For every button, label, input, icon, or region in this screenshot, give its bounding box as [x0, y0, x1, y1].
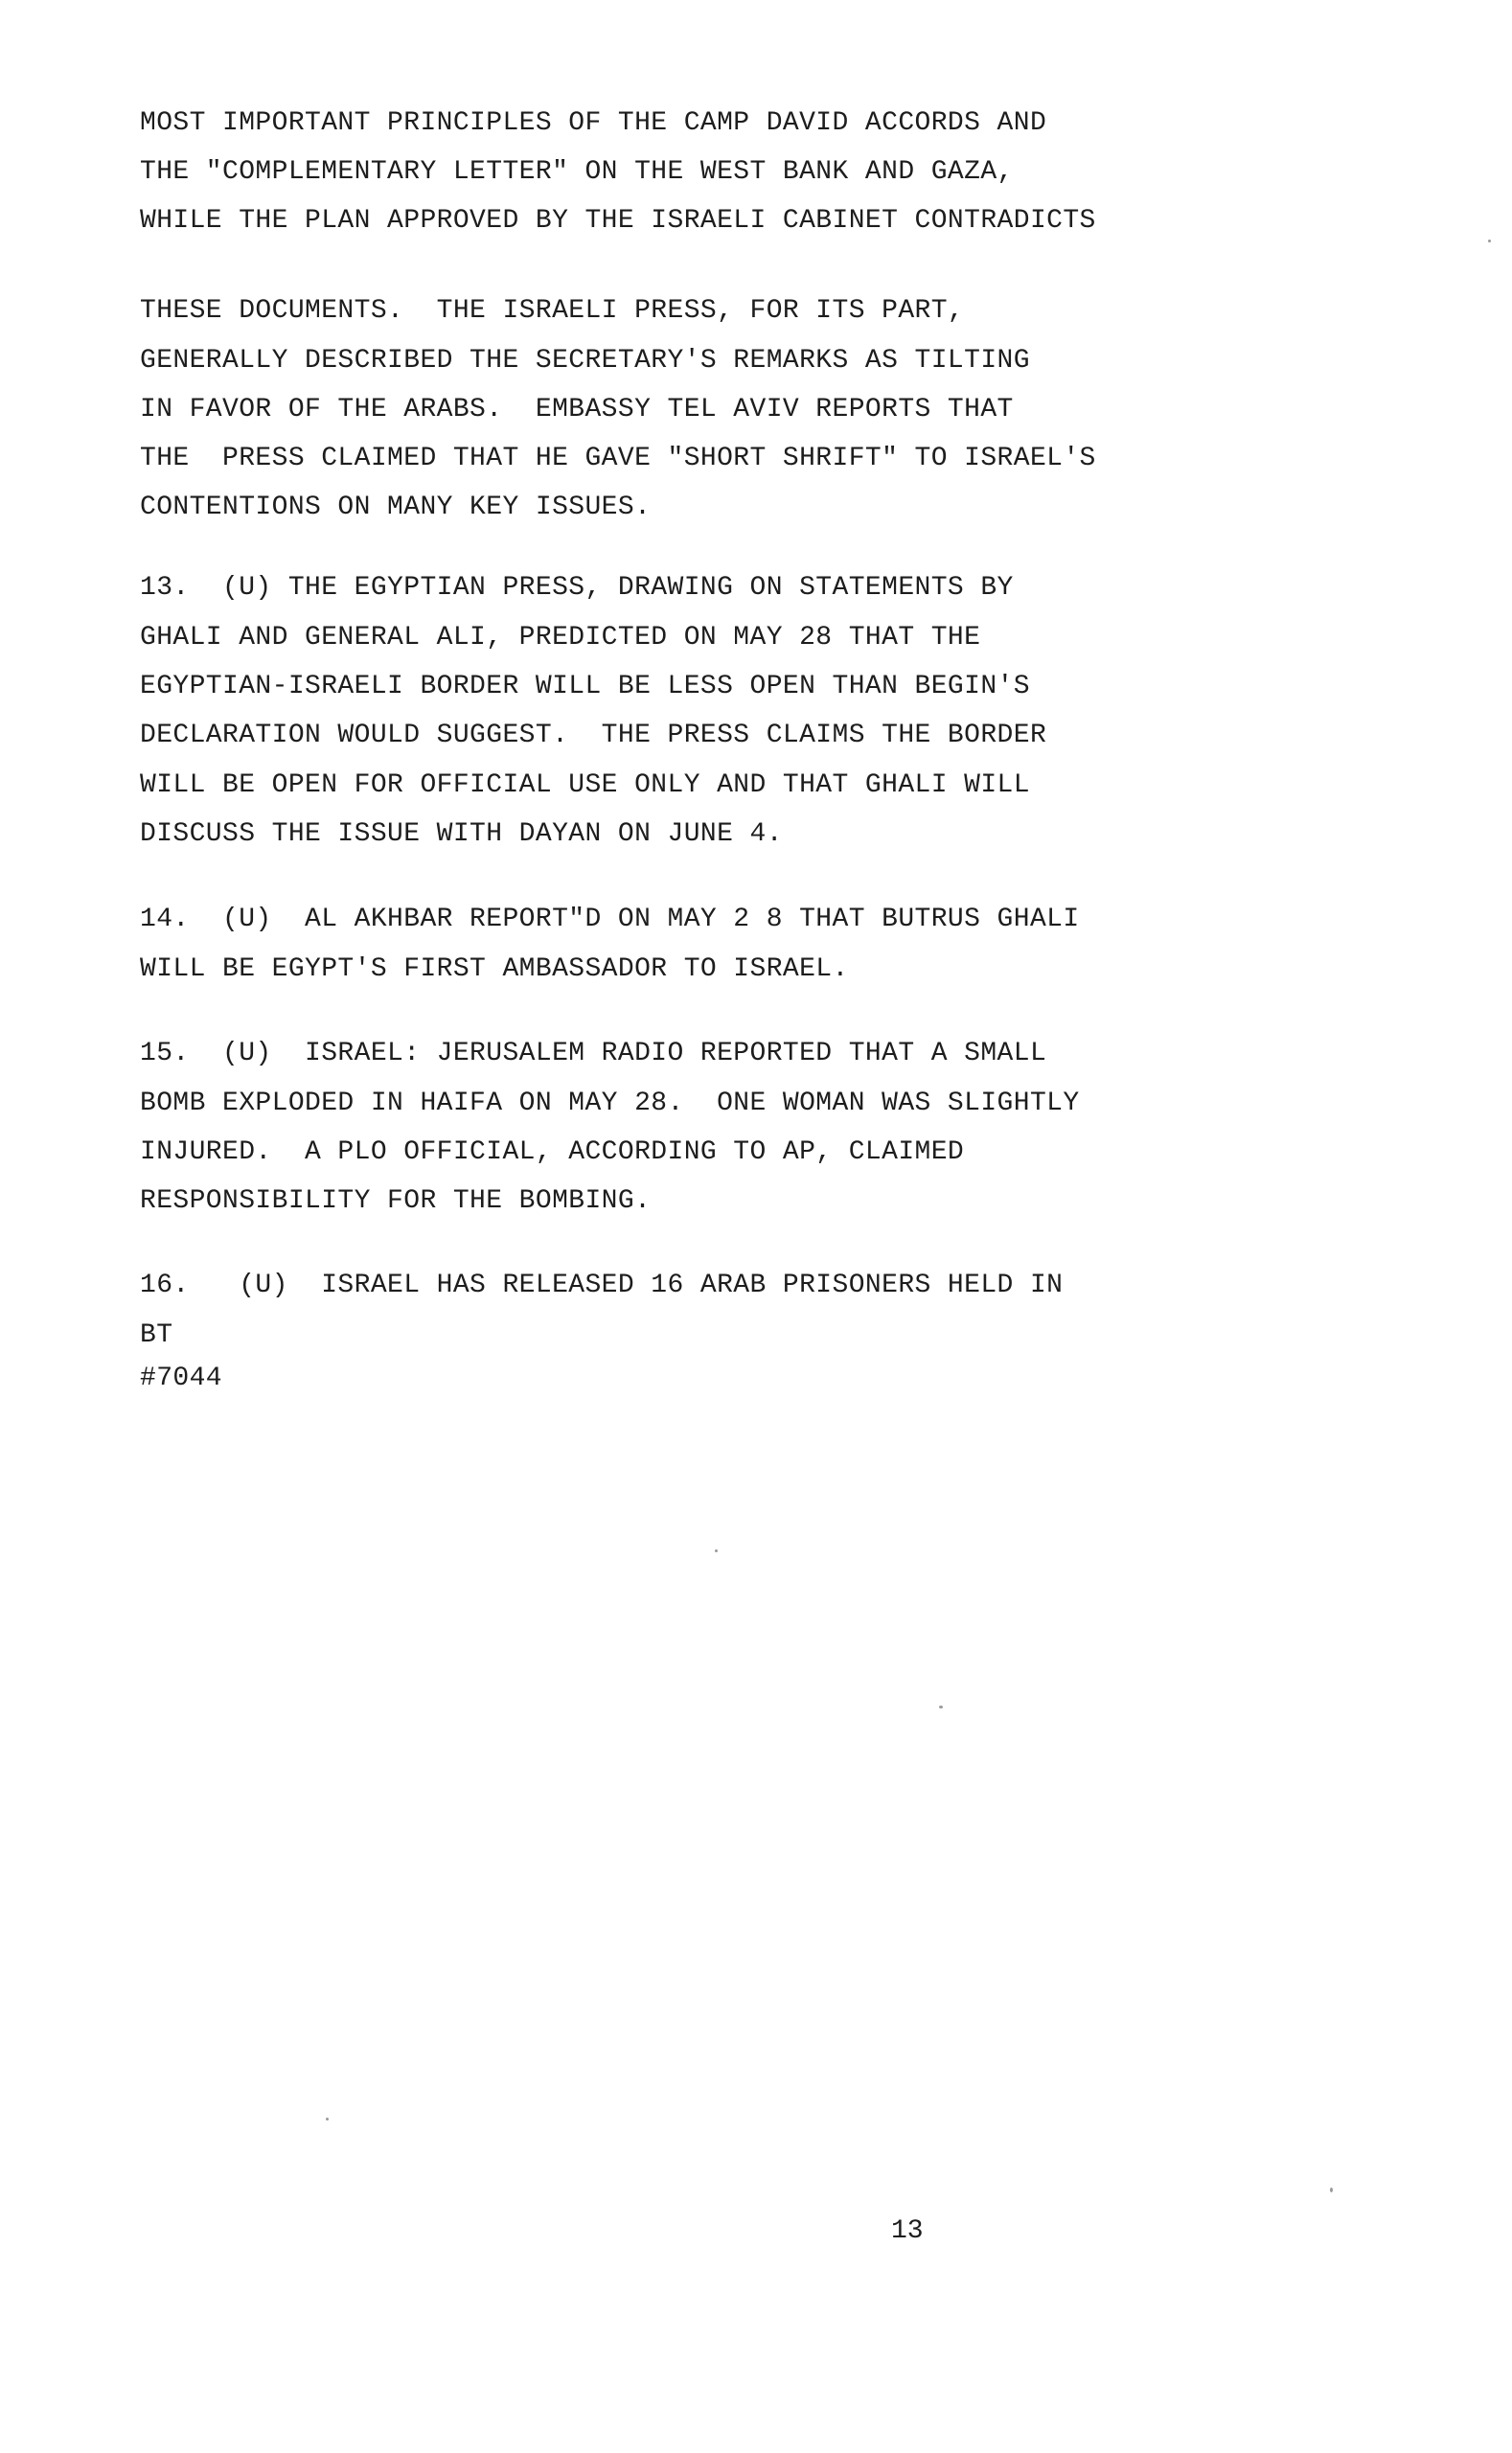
scan-speck [939, 1706, 943, 1708]
text-line: DISCUSS THE ISSUE WITH DAYAN ON JUNE 4. [140, 819, 783, 849]
text-line: 13. (U) THE EGYPTIAN PRESS, DRAWING ON STATEMENTS BY [140, 573, 1014, 603]
text-line: WHILE THE PLAN APPROVED BY THE ISRAELI CABINET CONTRADICTS [140, 206, 1096, 236]
text-line: GENERALLY DESCRIBED THE SECRETARY'S REMARKS AS TILTING [140, 346, 1030, 376]
text-line: 16. (U) ISRAEL HAS RELEASED 16 ARAB PRISONERS HELD IN [140, 1271, 1064, 1300]
text-line: WILL BE OPEN FOR OFFICIAL USE ONLY AND THAT GHALI WILL [140, 770, 1030, 800]
scan-speck [1330, 2188, 1333, 2192]
text-line: RESPONSIBILITY FOR THE BOMBING. [140, 1186, 652, 1216]
text-line: DECLARATION WOULD SUGGEST. THE PRESS CLAIMS THE BORDER [140, 721, 1047, 750]
text-line: INJURED. A PLO OFFICIAL, ACCORDING TO AP, CLAIMED [140, 1137, 965, 1167]
scan-speck [715, 1549, 718, 1552]
text-line: THE PRESS CLAIMED THAT HE GAVE "SHORT SHRIFT" TO ISRAEL'S [140, 444, 1096, 473]
scan-speck [1488, 240, 1491, 242]
text-line: 14. (U) AL AKHBAR REPORT"D ON MAY 2 8 THAT BUTRUS GHALI [140, 905, 1080, 934]
text-line: IN FAVOR OF THE ARABS. EMBASSY TEL AVIV REPORTS THAT [140, 395, 1014, 424]
text-line: EGYPTIAN-ISRAELI BORDER WILL BE LESS OPEN THAN BEGIN'S [140, 672, 1030, 701]
text-line: BOMB EXPLODED IN HAIFA ON MAY 28. ONE WOMAN WAS SLIGHTLY [140, 1089, 1080, 1118]
text-line: MOST IMPORTANT PRINCIPLES OF THE CAMP DAVID ACCORDS AND [140, 108, 1047, 138]
text-line: CONTENTIONS ON MANY KEY ISSUES. [140, 493, 652, 522]
text-line: #7044 [140, 1364, 223, 1393]
page-number: 13 [891, 2216, 924, 2246]
text-line: WILL BE EGYPT'S FIRST AMBASSADOR TO ISRAEL. [140, 954, 849, 984]
text-line: THE "COMPLEMENTARY LETTER" ON THE WEST BANK AND GAZA, [140, 157, 1014, 187]
text-line: THESE DOCUMENTS. THE ISRAELI PRESS, FOR ITS PART, [140, 296, 965, 326]
scan-speck [326, 2118, 329, 2121]
text-line: 15. (U) ISRAEL: JERUSALEM RADIO REPORTED THAT A SMALL [140, 1039, 1047, 1068]
text-line: BT [140, 1320, 173, 1350]
text-line: GHALI AND GENERAL ALI, PREDICTED ON MAY 28 THAT THE [140, 623, 981, 653]
